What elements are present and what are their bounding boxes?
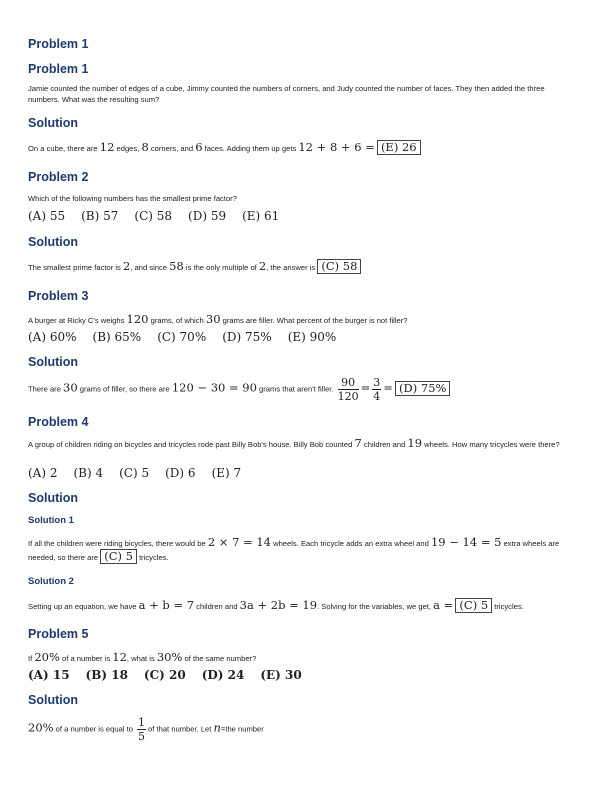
fraction: $\frac{3}{4}$ (373, 376, 381, 403)
choice: (D) 75% (222, 330, 272, 344)
choice: (E) 7 (211, 466, 242, 480)
choice: (C) 58 (134, 209, 173, 223)
problem-4-choices (28, 466, 257, 480)
answer-box: (E) 26 (377, 140, 421, 155)
choice: (A) 2 (28, 466, 58, 480)
problem-3-heading: Problem 3 (28, 289, 89, 303)
solution-5-text: 20% of a number is equal to $\frac{1}{5}$ of that number. Let n=the number (28, 716, 264, 743)
solution-1-heading: Solution (28, 116, 78, 130)
answer-box: (C) 58 (317, 259, 361, 274)
choice: (C) 5 (119, 466, 150, 480)
choice: (B) 18 (85, 668, 128, 682)
choice: (D) 24 (201, 668, 245, 682)
problem-5-choices (28, 668, 318, 682)
choice: (B) 65% (92, 330, 142, 344)
choice: (A) 15 (28, 668, 70, 682)
problem-2-text: Which of the following numbers has the smallest prime factor? (28, 194, 237, 203)
choice: (E) 30 (260, 668, 302, 682)
solution-4-1-heading: Solution 1 (28, 515, 74, 526)
problem-3-text: A burger at Ricky C's weighs 120 grams, of which 30 grams are filler. What percent of the burger is not filler? (28, 312, 408, 326)
answer-box: (C) 5 (455, 598, 492, 613)
answer-box: (C) 5 (100, 549, 137, 564)
choice: (A) 60% (28, 330, 77, 344)
fraction: $\frac{1}{5}$ (138, 716, 146, 743)
choice: (B) 4 (73, 466, 104, 480)
choice: (E) 61 (242, 209, 280, 223)
solution-5-heading: Solution (28, 693, 78, 707)
page-title: Problem 1 (28, 37, 89, 51)
choice: (A) 55 (28, 209, 66, 223)
choice: (D) 59 (188, 209, 227, 223)
problem-5-heading: Problem 5 (28, 627, 89, 641)
problem-2-heading: Problem 2 (28, 170, 89, 184)
solution-2-heading: Solution (28, 235, 78, 249)
solution-4-2-text: Setting up an equation, we have a + b = 7 children and 3a + 2b = 19. Solving for the variables, we get, a = (C) 5 tricycles. (28, 598, 524, 612)
problem-3-choices (28, 330, 352, 344)
problem-2-choices (28, 209, 295, 223)
solution-3-text: There are 30 grams of filler, so there are 120 − 30 = 90 grams that aren't filler. $\frac{90}{120}$ = $\frac{3}{4}$ = (D) 75% (28, 376, 450, 403)
solution-4-1-line-2: needed, so there are (C) 5 tricycles. (28, 549, 169, 563)
solution-4-1-line-1: If all the children were riding bicycles, there would be 2 × 7 = 14 wheels. Each tricycle adds an extra wheel and 19 − 14 = 5 extra wheels are (28, 535, 560, 549)
problem-1-text: Jamie counted the number of edges of a cube, Jimmy counted the numbers of corners, and Judy counted the number of faces. They then added the three numbers. What was the resulting sum? (28, 84, 545, 104)
answer-box: (D) 75% (395, 381, 450, 396)
solution-4-heading: Solution (28, 491, 78, 505)
choice: (C) 70% (157, 330, 207, 344)
problem-4-text: A group of children riding on bicycles and tricycles rode past Billy Bob's house. Billy Bob counted 7 children and 19 wheels. How many tricycles were there? (28, 436, 560, 450)
solution-2-text: The smallest prime factor is 2, and since 58 is the only multiple of 2, the answer is (C) 58 (28, 259, 361, 274)
choice: (C) 20 (143, 668, 186, 682)
solution-3-heading: Solution (28, 355, 78, 369)
problem-4-heading: Problem 4 (28, 415, 89, 429)
choice: (D) 6 (165, 466, 196, 480)
problem-1-heading: Problem 1 (28, 62, 89, 76)
choice: (E) 90% (287, 330, 337, 344)
solution-4-2-heading: Solution 2 (28, 576, 74, 587)
solution-1-text: On a cube, there are 12 edges, 8 corners, and 6 faces. Adding them up gets 12 + 8 + 6 = (E) 26 (28, 140, 421, 155)
fraction: $\frac{90}{120}$ (337, 376, 359, 403)
problem-5-text: If 20% of a number is 12, what is 30% of the same number? (28, 650, 257, 664)
choice: (B) 57 (81, 209, 119, 223)
